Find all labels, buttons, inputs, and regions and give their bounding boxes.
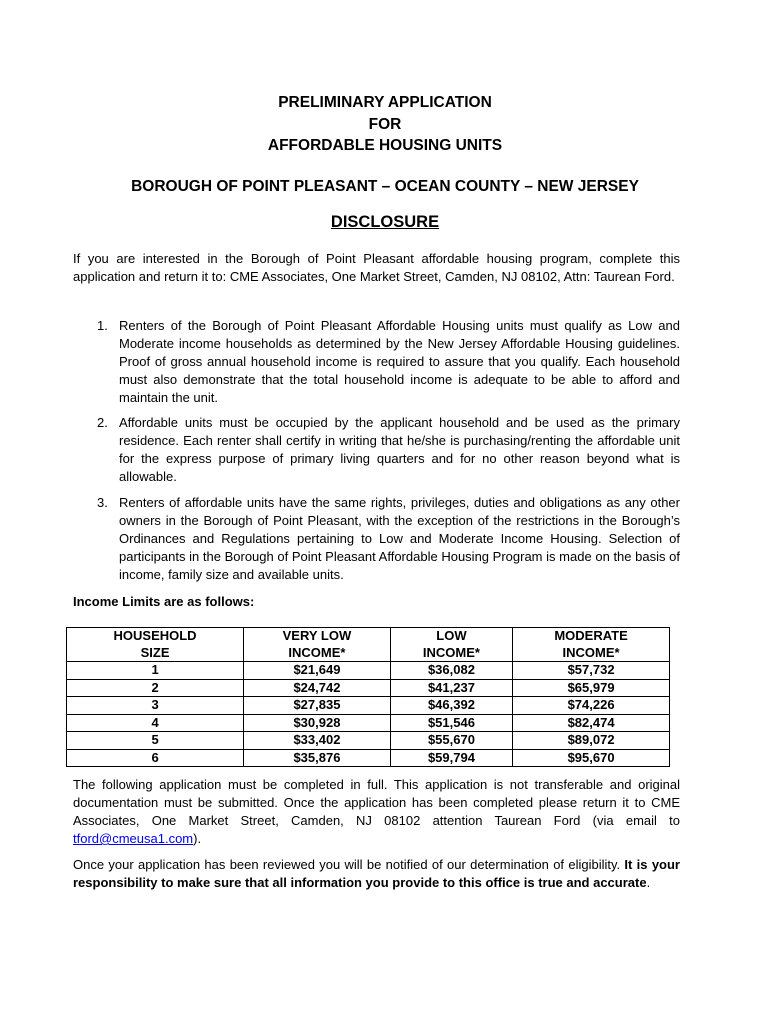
- table-cell: $59,794: [390, 749, 512, 767]
- table-cell: $89,072: [513, 732, 670, 750]
- table-cell: $30,928: [244, 714, 391, 732]
- table-cell: $55,670: [390, 732, 512, 750]
- list-text: Renters of the Borough of Point Pleasant Affordable Housing units must qualify as Low and Moderate income households as determined by the New Jersey Affordable Housing guidelines. Proof of gross annual household income is required to assure that you qualify. Each household must also demonstrate that the total household income is adequate to be able to afford and maintain the unit.: [119, 318, 680, 405]
- title-line-3: AFFORDABLE HOUSING UNITS: [267, 137, 503, 154]
- table-row: [67, 662, 670, 680]
- table-cell: $33,402: [244, 732, 391, 750]
- table-cell: $82,474: [513, 714, 670, 732]
- table-row: [67, 714, 670, 732]
- table-cell: 6: [67, 749, 244, 767]
- title-line-2: FOR: [368, 115, 402, 133]
- table-cell: $24,742: [244, 679, 391, 697]
- table-cell: $57,732: [513, 662, 670, 680]
- table-cell: 1: [67, 662, 244, 680]
- table-cell: 5: [67, 732, 244, 750]
- table-cell: $35,876: [244, 749, 391, 767]
- list-number: 2.: [97, 415, 108, 430]
- table-cell: 3: [67, 697, 244, 715]
- table-cell: $74,226: [513, 697, 670, 715]
- table-row: [67, 732, 670, 750]
- final-paragraph: Once your application has been reviewed you will be notified of our determination of eligibility. It is your responsibility to make sure that all information you provide to this office is true and accurate.: [73, 857, 680, 890]
- table-cell: $65,979: [513, 679, 670, 697]
- header-household-size: HOUSEHOLD SIZE: [67, 628, 244, 662]
- list-text: Renters of affordable units have the same rights, privileges, duties and obligations as any other owners in the Borough of Point Pleasant, with the exception of the restrictions in the Borough’s Ordinances and Regulations pertaining to Low and Moderate Income Housing. Selection of participants in the Borough of Point Pleasant Affordable Housing Program is made on the basis of income, family size and available units.: [119, 495, 680, 582]
- document-subtitle: BOROUGH OF POINT PLEASANT – OCEAN COUNTY – NEW JERSEY: [131, 178, 639, 195]
- list-item: [97, 317, 680, 407]
- header-low-income: LOW INCOME*: [390, 628, 512, 662]
- income-limits-heading: Income Limits are as follows:: [73, 594, 255, 609]
- list-number: 1.: [97, 318, 108, 333]
- email-link[interactable]: tford@cmeusa1.com: [73, 831, 194, 846]
- table-cell: $36,082: [390, 662, 512, 680]
- table-cell: $41,237: [390, 679, 512, 697]
- table-row: [67, 679, 670, 697]
- list-number: 3.: [97, 495, 108, 510]
- list-item: [97, 414, 680, 486]
- table-cell: 2: [67, 679, 244, 697]
- closing-paragraph: The following application must be completed in full. This application is not transferable and original documentation must be submitted. Once the application has been completed please return it to CME Associates, One Market Street, Camden, NJ 08102 attention Taurean Ford (via email to tford@cmeusa1.com).: [73, 777, 680, 846]
- table-cell: 4: [67, 714, 244, 732]
- header-very-low-income: VERY LOW INCOME*: [244, 628, 391, 662]
- table-cell: $46,392: [390, 697, 512, 715]
- document-title: [0, 92, 770, 157]
- section-heading: DISCLOSURE: [330, 213, 440, 231]
- income-limits-table: [66, 627, 670, 767]
- title-line-1: PRELIMINARY APPLICATION: [278, 94, 492, 111]
- list-text: Affordable units must be occupied by the applicant household and be used as the primary residence. Each renter shall certify in writing that he/she is purchasing/renting the affordable unit for the express purpose of primary living quarters and for no other reason beyond what is allowable.: [119, 415, 680, 484]
- header-moderate-income: MODERATE INCOME*: [513, 628, 670, 662]
- responsibility-notice: It is your responsibility to make sure that all information you provide to this office is true and accurate: [73, 857, 680, 890]
- intro-paragraph: If you are interested in the Borough of Point Pleasant affordable housing program, complete this application and return it to: CME Associates, One Market Street, Camden, NJ 08102, Attn: Taurean Ford.: [73, 251, 680, 284]
- table-cell: $51,546: [390, 714, 512, 732]
- table-cell: $21,649: [244, 662, 391, 680]
- table-row: [67, 697, 670, 715]
- table-cell: $27,835: [244, 697, 391, 715]
- table-row: [67, 749, 670, 767]
- list-item: [97, 494, 680, 584]
- table-cell: $95,670: [513, 749, 670, 767]
